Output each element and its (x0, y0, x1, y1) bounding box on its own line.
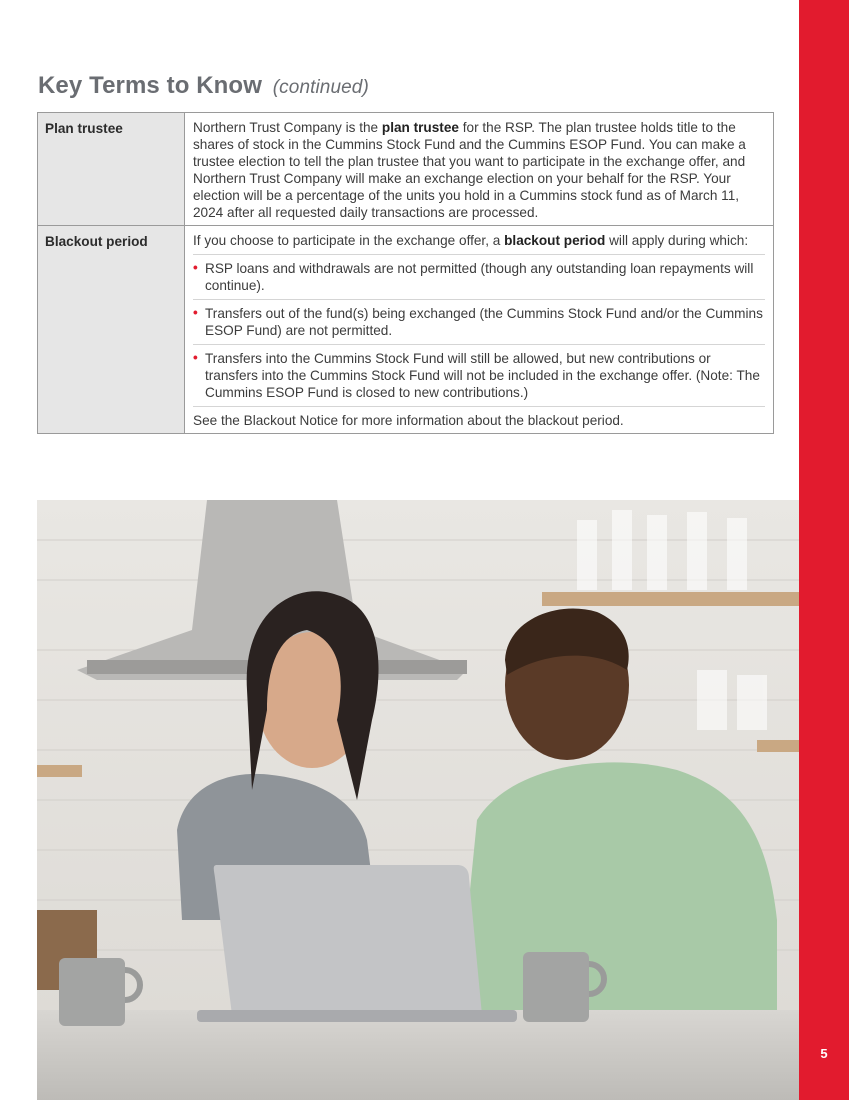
list-item (193, 345, 765, 407)
photo-illustration (37, 500, 799, 1100)
definition-text: for the RSP. The plan trustee holds title to the shares of stock in the Cummins Stock Fund and the Cummins ESOP Fund. You can make a trustee election to tell the plan trustee that you want to participate in the exchange offer, and Northern Trust Company will make an exchange election on your behalf for the RSP. Your election will be a percentage of the units you hold in a Cummins stock fund as of March 11, 2024 after all requested daily transactions are processed. (193, 120, 746, 220)
page-title (38, 72, 369, 100)
term-label: Blackout period (38, 226, 185, 434)
definition-bold-term: blackout period (504, 233, 606, 248)
list-item-text: RSP loans and withdrawals are not permitted (though any outstanding loan repayments will continue). (205, 261, 754, 293)
definition-text: Northern Trust Company is the (193, 120, 382, 135)
table-row-plan-trustee (38, 113, 774, 226)
list-item-text: Transfers into the Cummins Stock Fund will still be allowed, but new contributions or transfers into the Cummins Stock Fund will not be included in the exchange offer. (Note: The Cummins ESOP Fund is closed to new contributions.) (205, 351, 760, 400)
blackout-notice-reference: See the Blackout Notice for more information about the blackout period. (193, 413, 624, 428)
list-item (193, 300, 765, 345)
definition-bold-term: plan trustee (381, 120, 459, 135)
photo-couple-laptop (37, 500, 799, 1100)
term-definition (185, 226, 774, 434)
side-accent-bar (799, 0, 849, 1100)
table-row-blackout-period (38, 226, 774, 434)
restriction-list (193, 254, 765, 407)
list-item (193, 254, 765, 300)
bullet-icon: • (193, 260, 198, 275)
definition-text: If you choose to participate in the exchange offer, a (193, 233, 505, 248)
key-terms-table (37, 112, 774, 434)
bullet-icon: • (193, 305, 198, 320)
page-title-subtitle: (continued) (272, 77, 369, 98)
definition-text: will apply during which: (605, 233, 749, 248)
bullet-icon: • (193, 350, 198, 365)
page-number: 5 (820, 1046, 828, 1061)
definition-paragraph (193, 119, 765, 221)
list-item-text: Transfers out of the fund(s) being exchanged (the Cummins Stock Fund and/or the Cummins ESOP Fund) are not permitted. (205, 306, 763, 338)
term-definition (185, 113, 774, 226)
page-title-text: Key Terms to Know (38, 72, 262, 99)
term-label: Plan trustee (38, 113, 185, 226)
definition-paragraph (193, 232, 765, 249)
